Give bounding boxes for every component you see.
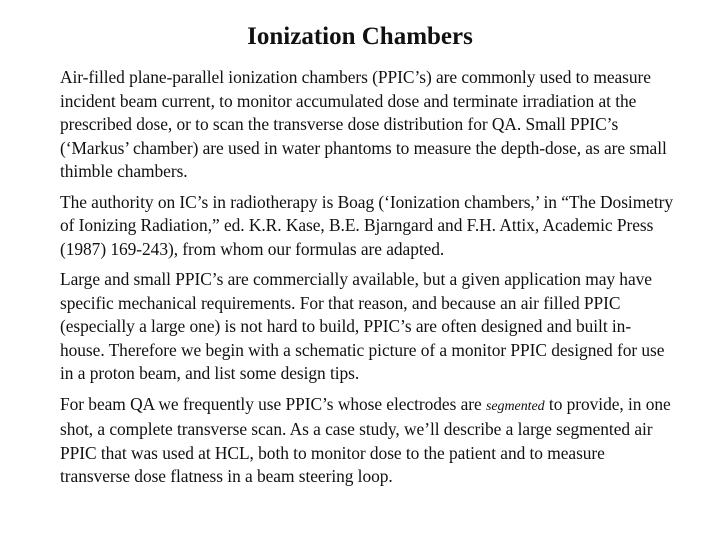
paragraph-segmented-ppic-after: to provide, in one shot, a complete transverse scan. As a case study, we’ll describe a large segmented air PPIC that was used at HCL, both to monitor dose to the patient and to measure transverse dose flatness in a beam steering loop.	[60, 393, 671, 486]
slide-body	[60, 66, 675, 496]
paragraph-boag-reference: The authority on IC’s in radiotherapy is Boag (‘Ionization chambers,’ in “The Dosimetry of Ionizing Radiation,” ed. K.R. Kase, B.E. Bjarngard and F.H. Attix, Academic Press (1987) 169-243), from whom our formulas are adapted.	[60, 191, 674, 259]
emphasis-segmented: segmented	[485, 398, 545, 414]
paragraph-ionization-chamber-uses: Air-filled plane-parallel ionization chambers (PPIC’s) are commonly used to measure incident beam current, to monitor accumulated dose and terminate irradiation at the prescribed dose, or to scan the transverse dose distribution for QA. Small PPIC’s (‘Markus’ chamber) are used in water phantoms to measure the depth-dose, as are small thimble chambers.	[60, 67, 667, 181]
paragraph-segmented-ppic-before: For beam QA we frequently use PPIC’s whose electrodes are	[60, 393, 486, 414]
paragraph-segmented-ppic	[60, 393, 675, 489]
paragraph-in-house-ppic: Large and small PPIC’s are commercially available, but a given application may have specific mechanical requirements. For that reason, and because an air filled PPIC (especially a large one) is not hard to build, PPIC’s are often designed and built in-house. Therefore we begin with a schematic picture of a monitor PPIC designed for use in a proton beam, and list some design tips.	[60, 269, 665, 383]
slide-title: Ionization Chambers	[247, 23, 473, 50]
